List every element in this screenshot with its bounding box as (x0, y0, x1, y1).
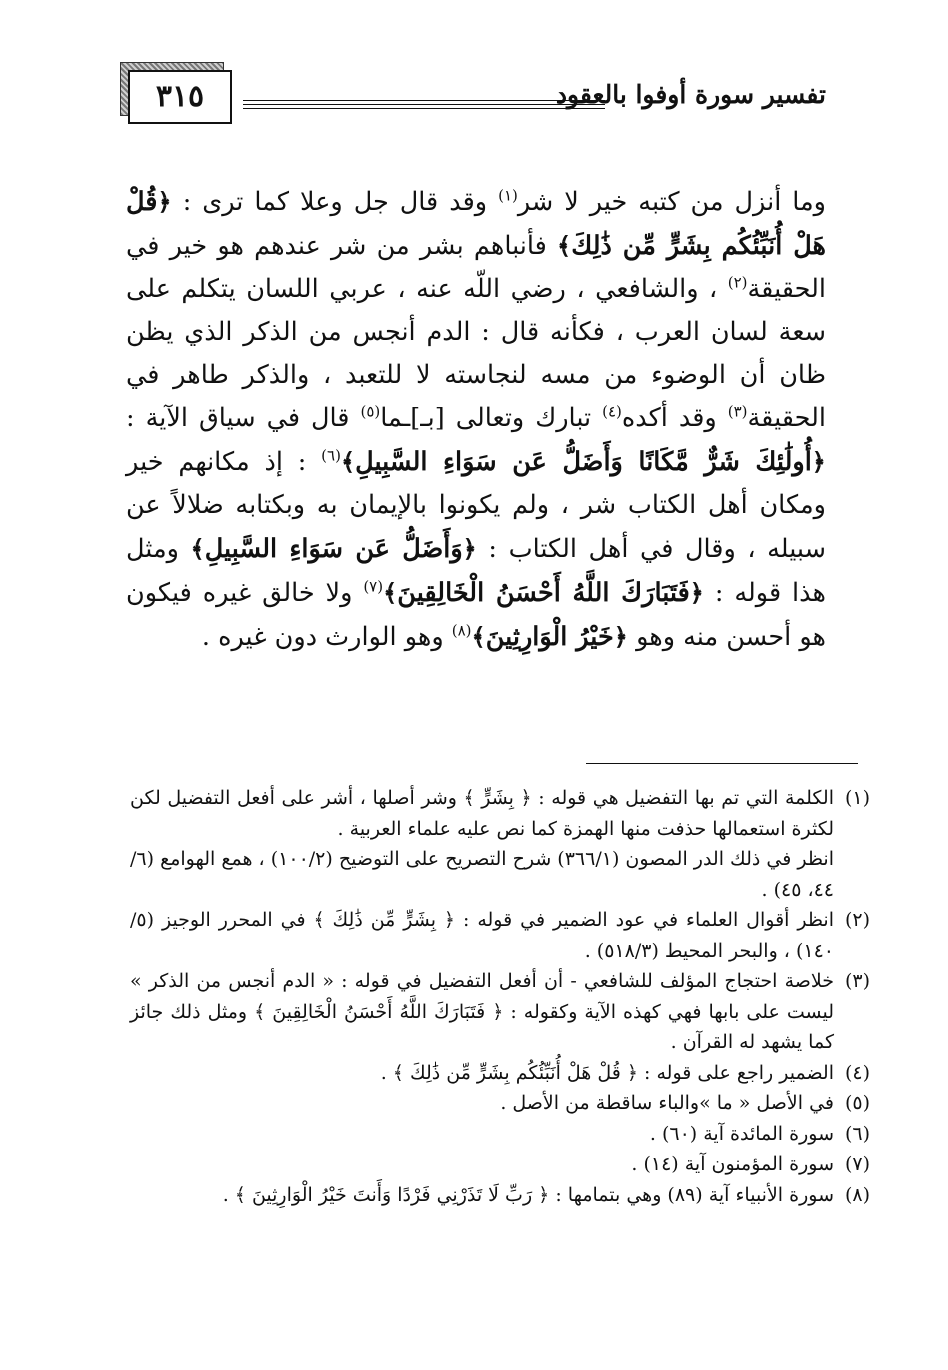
footnote-number: (٨) (844, 1183, 870, 1206)
quran-verse: فَتَبَارَكَ اللَّهُ أَحْسَنُ الْخَالِقِينَ (397, 578, 690, 608)
footnote-text: سورة الأنبياء آية (٨٩) وهي بتمامها : ﴿ رَبِّ لَا تَذَرْنِي فَرْدًا وَأَنتَ خَيْرُ الْوَارِثِينَ ﴾ . (222, 1183, 834, 1206)
footnotes (130, 783, 870, 1210)
text-run: وما أنزل من كتبه خير لا شر (517, 187, 826, 217)
footnote (130, 783, 870, 905)
quran-verse: خَيْرُ الْوَارِثِينَ (485, 622, 614, 652)
footnote (130, 905, 870, 966)
footnote-text: سورة المؤمنون آية (١٤) . (631, 1153, 834, 1175)
footnote-number: (٧) (844, 1153, 870, 1175)
quran-bracket-close: ﴾ (557, 231, 572, 260)
footnote-ref: (٢) (727, 273, 748, 292)
footnote-ref: (٨) (451, 621, 472, 640)
quran-bracket-open: ﴿ (613, 622, 628, 651)
running-title: تفسير سورة أوفوا بالعقود (555, 80, 826, 109)
footnote-number: (٤) (844, 1061, 870, 1084)
quran-verse: أُولَٰئِكَ شَرٌّ مَّكَانًا وَأَضَلُّ عَن سَوَاءِ السَّبِيلِ (355, 447, 812, 477)
footnote-text: خلاصة احتجاج المؤلف للشافعي - أن أفعل التفضيل في قوله : « الدم أنجس من الذكر » ليست على بابها فهي كهذه الآية وكقوله : ﴿ فَتَبَارَكَ اللَّهُ أَحْسَنُ الْخَالِقِينَ ﴾ ومثل ذلك جائز كما يشهد له القرآن . (130, 970, 834, 1053)
footnote-ref: (٤) (602, 402, 622, 421)
footnote-number: (٣) (844, 970, 870, 992)
quran-bracket-close: ﴾ (471, 622, 486, 651)
footnote-ref: (١) (498, 186, 518, 205)
footnote-text: انظر أقوال العلماء في عود الضمير في قوله : ﴿ بِشَرٍّ مِّن ذَٰلِكَ ﴾ في المحرر الوجيز (٥/ ١٤٠) ، والبحر المحيط (٥١٨/٣) . (130, 909, 834, 962)
footnote-ref: (٧) (363, 577, 384, 596)
header-rule (243, 100, 605, 101)
page-number: ٣١٥ (128, 70, 232, 124)
quran-bracket-open: ﴿ (689, 578, 704, 607)
footnote-text: الكلمة التي تم بها التفضيل هي قوله : ﴿ بِشَرٍّ ﴾ وشر أصلها ، أشر على أفعل التفضيل لكن لكثرة استعمالها حذفت منها الهمزة كما نص عليه علماء العربية . (130, 787, 834, 840)
footnote (130, 1119, 870, 1150)
quran-verse: وَأَضَلُّ عَن سَوَاءِ السَّبِيلِ (204, 534, 463, 564)
text-run: ولا خالق غيره فيكون هو أحسن منه وهو (126, 578, 826, 652)
footnote-ref: (٦) (321, 446, 341, 465)
footnote (130, 1180, 870, 1211)
text-run: قال في سياق الآية : (126, 403, 361, 433)
footnote-text: انظر في ذلك الدر المصون (٣٦٦/١) شرح التصريح على التوضيح (١٠٠/٢) ، همع الهوامع (٦/ ٤٤، ٤٥) . (130, 848, 834, 901)
quran-verse: قُلْ هَلْ أُنَبِّئُكُم بِشَرٍّ مِّن ذَٰلِكَ (126, 187, 827, 261)
footnote-ref: (٣) (727, 402, 748, 421)
text-run: ، والشافعي ، رضي اللّه عنه ، عربي اللسان يتكلم على سعة لسان العرب ، فكأنه قال : الدم أنجس من الذكر الذي يظن ظان أن الوضوء من مسه لنجاسته لا للتعبد ، والذكر طاهر في الحقيقة (126, 274, 826, 433)
text-run: وقد قال جل وعلا كما ترى : (171, 187, 499, 217)
footnote-ref: (٥) (360, 402, 381, 421)
header-rule (243, 104, 605, 105)
quran-bracket-open: ﴿ (157, 187, 172, 216)
footnote-text: في الأصل « ما »والباء ساقطة من الأصل . (500, 1092, 834, 1114)
main-text (126, 180, 826, 659)
quran-bracket-open: ﴿ (811, 447, 826, 476)
text-run: تبارك وتعالى [بـ]ـما (380, 403, 603, 433)
text-run: فأنباهم بشر من شر عندهم هو خير في الحقيقة (126, 231, 826, 304)
quran-bracket-close: ﴾ (190, 534, 205, 563)
footnote-text: الضمير راجع على قوله : ﴿ قُلْ هَلْ أُنَبِّئُكُم بِشَرٍّ مِّن ذَٰلِكَ ﴾ . (380, 1061, 834, 1084)
footnote-number: (١) (844, 787, 870, 809)
footnote-number: (٦) (844, 1122, 870, 1145)
quran-bracket-close: ﴾ (340, 447, 356, 476)
main-paragraph (126, 180, 826, 659)
footnote (130, 1088, 870, 1119)
quran-bracket-open: ﴿ (462, 534, 477, 563)
footnote (130, 1149, 870, 1180)
footnote (130, 966, 870, 1058)
footnote-number: (٥) (844, 1092, 870, 1114)
text-run: وقد أكده (621, 403, 728, 433)
footnote-separator (586, 763, 858, 764)
text-run: ومثل هذا قوله : (126, 534, 826, 608)
footnote-text: سورة المائدة آية (٦٠) . (649, 1122, 834, 1145)
footnote-number: (٢) (844, 909, 870, 931)
footnote (130, 1058, 870, 1089)
quran-bracket-close: ﴾ (383, 578, 398, 607)
header-rule (243, 108, 605, 109)
text-run: : إذ مكانهم خير ومكان أهل الكتاب شر ، ولم يكونوا بالإيمان به وبكتابه ضلالاً عن سبيله ، وقال في أهل الكتاب : (126, 447, 826, 564)
text-run: وهو الوارث دون غيره . (201, 622, 452, 652)
